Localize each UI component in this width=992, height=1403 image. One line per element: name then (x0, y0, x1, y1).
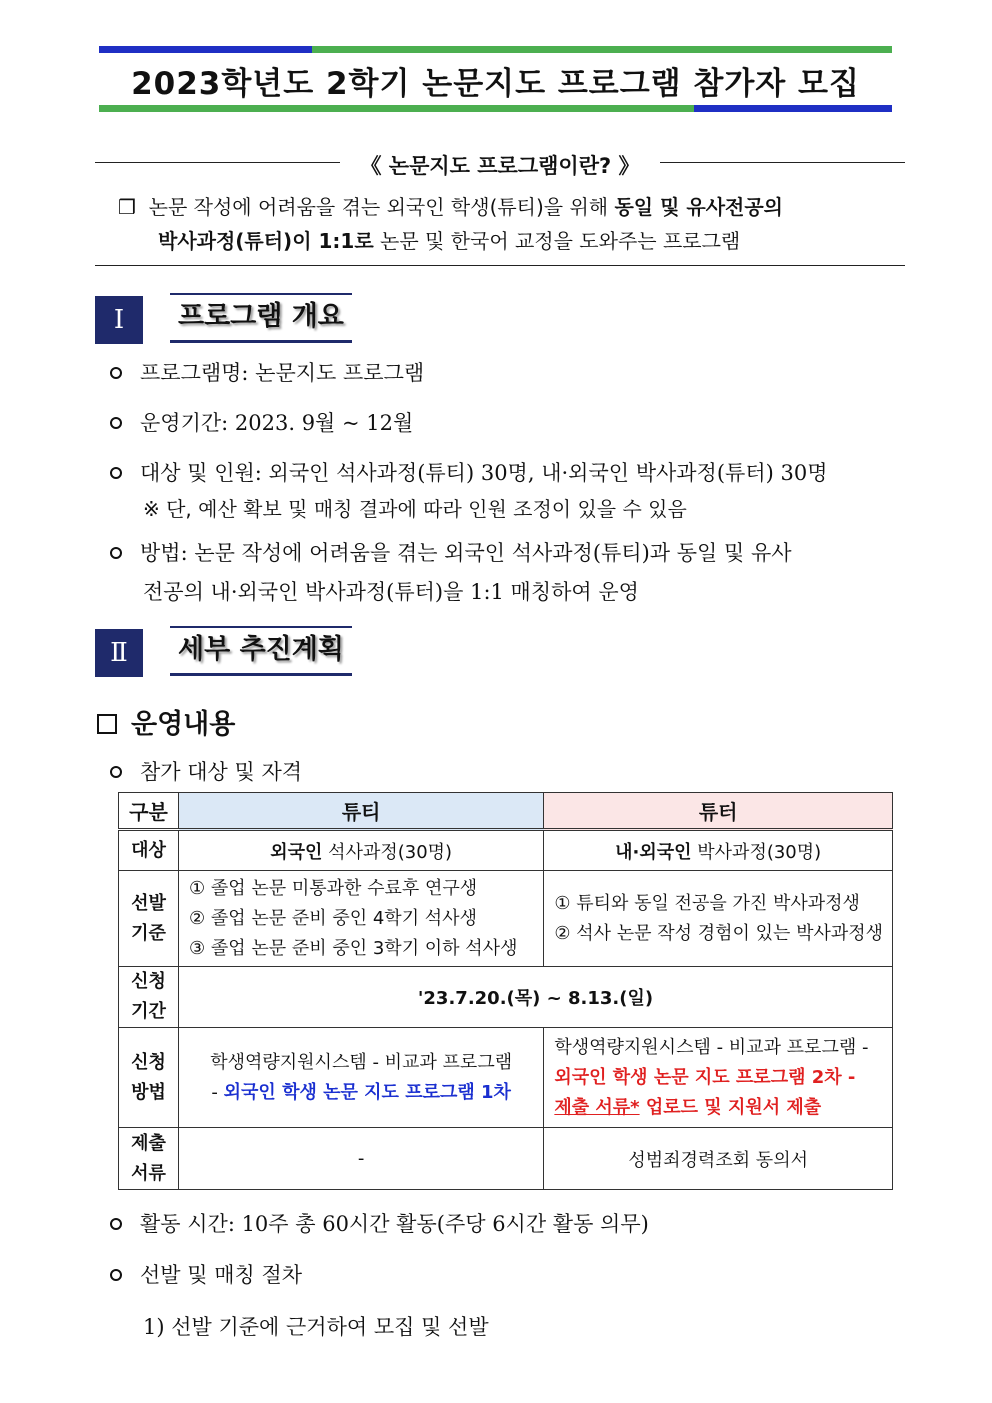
table-cell (544, 871, 893, 967)
table-row (119, 871, 893, 967)
item-text: 방법: 논문 작성에 어려움을 겪는 외국인 석사과정(튜티)과 동일 및 유사 (140, 541, 792, 565)
table-header-cell: 튜터 (544, 793, 893, 830)
item-text: 활동 시간: 10주 총 60시간 활동(주당 6시간 활동 의무) (140, 1212, 649, 1236)
table-header-cell: 구분 (119, 793, 179, 830)
item-text: 운영기간: 2023. 9월 ~ 12월 (140, 411, 414, 435)
intro-divider-right (660, 162, 905, 163)
method-line: 학생역량지원시스템 - 비교과 프로그램 - (554, 1036, 869, 1058)
circle-bullet-icon (110, 1218, 122, 1230)
list-item (110, 1206, 649, 1242)
cell-bold: 외국인 (270, 841, 323, 863)
cell-text: 석사과정(30명) (322, 841, 453, 863)
section-title: 세부 추진계획 (170, 626, 352, 676)
list-item (110, 535, 792, 571)
table-cell (179, 871, 544, 967)
table-cell (544, 1028, 893, 1128)
criteria-line: ① 튜티와 동일 전공을 가진 박사과정생 (554, 892, 860, 914)
method-line: 외국인 학생 논문 지도 프로그램 2차 - (554, 1066, 856, 1088)
table-cell: 성범죄경력조회 동의서 (544, 1128, 893, 1190)
intro-text-plain-2: 논문 및 한국어 교정을 도와주는 프로그램 (373, 229, 741, 253)
intro-divider-left (95, 162, 340, 163)
section-title: 프로그램 개요 (170, 293, 352, 343)
intro-text-bold: 동일 및 유사전공의 (614, 195, 783, 219)
title-bar-green-top (312, 46, 892, 53)
intro-heading-text: 《 논문지도 프로그램이란? 》 (360, 154, 640, 178)
title-bar-blue-bottom (694, 105, 892, 112)
list-item (110, 1257, 302, 1293)
item-text: 선발 및 매칭 절차 (140, 1263, 303, 1287)
table-cell: - (179, 1128, 544, 1190)
circle-bullet-icon (110, 1269, 122, 1281)
criteria-line: ① 졸업 논문 미통과한 수료후 연구생 (189, 877, 478, 899)
item-text: 참가 대상 및 자격 (140, 760, 303, 784)
sub-heading (97, 702, 235, 741)
intro-bottom-rule (95, 265, 905, 266)
method-line: 제출 서류* 업로드 및 지원서 제출 (554, 1096, 822, 1118)
intro-text-plain: 논문 작성에 어려움을 겪는 외국인 학생(튜티)을 위해 (148, 195, 615, 219)
selection-step: 1) 선발 기준에 근거하여 모집 및 선발 (143, 1315, 489, 1339)
cell-text: 박사과정(30명) (691, 841, 822, 863)
method-line: - 외국인 학생 논문 지도 프로그램 1차 (211, 1081, 511, 1103)
criteria-line: ② 석사 논문 작성 경험이 있는 박사과정생 (554, 922, 884, 944)
intro-heading (95, 146, 905, 180)
item-continuation: 전공의 내·외국인 박사과정(튜터)을 1:1 매칭하여 운영 (143, 580, 639, 604)
cell-bold: 내·외국인 (615, 841, 692, 863)
circle-bullet-icon (110, 417, 122, 429)
title-bar-green-bottom (99, 105, 694, 112)
section-number: Ⅰ (95, 296, 143, 344)
intro-text-bold-2: 박사과정(튜터)이 1:1로 (158, 229, 374, 253)
item-text: 대상 및 인원: 외국인 석사과정(튜티) 30명, 내·외국인 박사과정(튜터) 30명 (140, 461, 828, 485)
eligibility-table (118, 792, 893, 1190)
title-banner (99, 46, 892, 112)
criteria-line: ② 졸업 논문 준비 중인 4학기 석사생 (189, 907, 477, 929)
list-item (110, 355, 424, 391)
table-cell: '23.7.20.(목) ~ 8.13.(일) (179, 967, 893, 1028)
square-bullet-icon (97, 714, 117, 734)
table-row (119, 830, 893, 871)
table-row (119, 967, 893, 1028)
table-header-cell: 튜티 (179, 793, 544, 830)
checkbox-bullet-icon: ❒ (118, 195, 136, 219)
list-item (110, 455, 827, 491)
method-line: 학생역량지원시스템 - 비교과 프로그램 (210, 1051, 513, 1073)
circle-bullet-icon (110, 766, 122, 778)
intro-body (118, 190, 878, 258)
row-label: 신청 방법 (119, 1028, 179, 1128)
criteria-line: ③ 졸업 논문 준비 중인 3학기 이하 석사생 (189, 937, 518, 959)
title-bar-blue-top (99, 46, 312, 53)
row-label: 선발 기준 (119, 871, 179, 967)
table-cell (179, 830, 544, 871)
item-text: 프로그램명: 논문지도 프로그램 (140, 361, 425, 385)
circle-bullet-icon (110, 367, 122, 379)
sub-heading-text: 운영내용 (131, 709, 236, 740)
section-number: Ⅱ (95, 629, 143, 677)
table-cell (544, 830, 893, 871)
page-title: 2023학년도 2학기 논문지도 프로그램 참가자 모집 (131, 66, 860, 102)
table-cell (179, 1028, 544, 1128)
note-text: ※ 단, 예산 확보 및 매칭 결과에 따라 인원 조정이 있을 수 있음 (143, 497, 687, 521)
row-label: 제출 서류 (119, 1128, 179, 1190)
table-row (119, 1128, 893, 1190)
table-header-row (119, 793, 893, 830)
circle-bullet-icon (110, 547, 122, 559)
row-label: 신청 기간 (119, 967, 179, 1028)
row-label: 대상 (119, 830, 179, 871)
table-row (119, 1028, 893, 1128)
circle-bullet-icon (110, 467, 122, 479)
list-item (110, 754, 302, 790)
list-item (110, 405, 413, 441)
